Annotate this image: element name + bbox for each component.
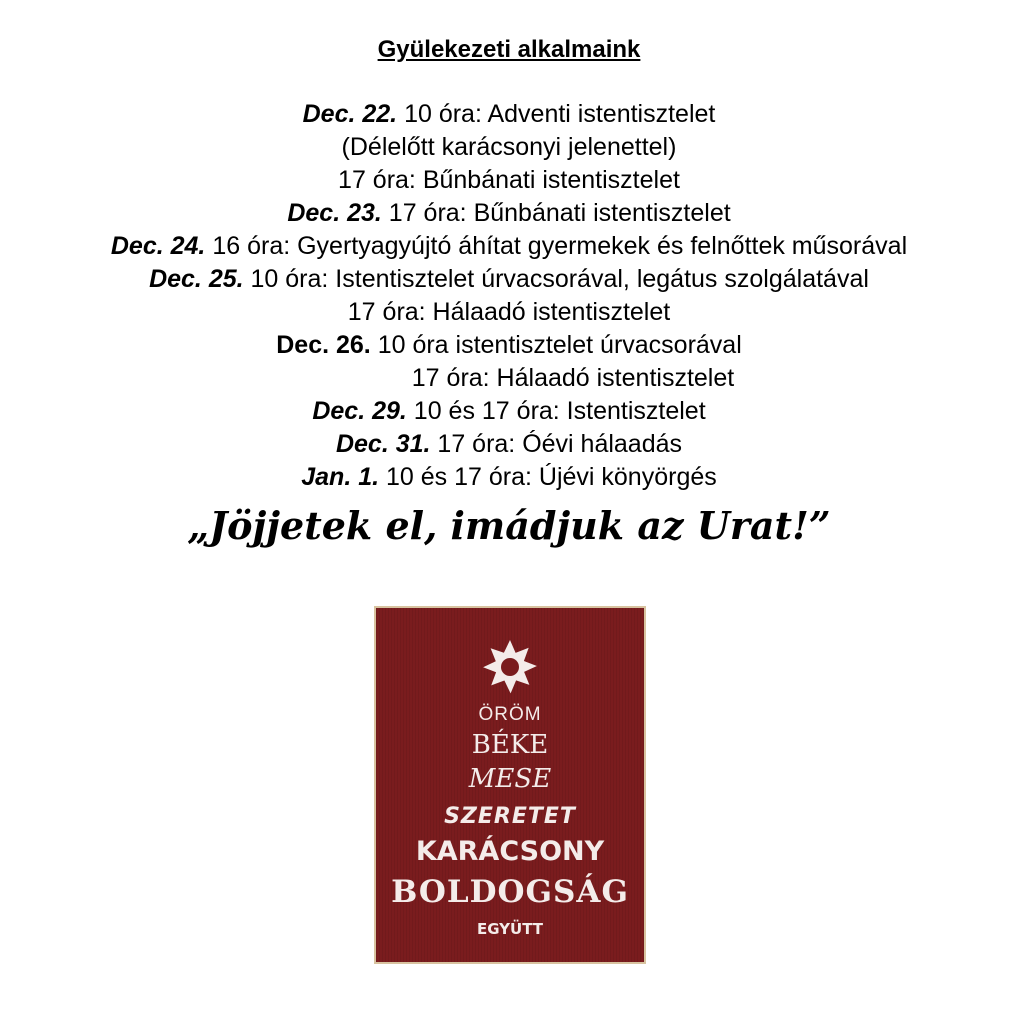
schedule-date: Dec. 29. [312, 397, 407, 425]
schedule-line [0, 329, 1018, 362]
schedule-date: Dec. 31. [335, 430, 431, 458]
schedule-text: 17 óra: Hálaadó istentisztelet [411, 364, 735, 392]
schedule-date: Dec. 26. [276, 331, 371, 359]
schedule-text: 10 óra istentisztelet úrvacsorával [370, 331, 742, 359]
schedule-line [0, 263, 1018, 296]
card-word: KARÁCSONY [415, 836, 605, 867]
card-word: MESE [468, 764, 552, 794]
schedule-date: Jan. 1. [301, 463, 380, 491]
card-word: BOLDOGSÁG [391, 874, 629, 910]
schedule-text: 17 óra: Óévi hálaadás [430, 430, 683, 458]
schedule-line [0, 461, 1018, 494]
christmas-card-image [374, 606, 646, 964]
schedule-line [0, 296, 1018, 329]
card-word: EGYÜTT [476, 920, 544, 938]
motto-quote: „Jöjjetek el, imádjuk az Urat!” [187, 503, 831, 548]
schedule-date: Dec. 22. [302, 100, 398, 128]
schedule-line [0, 197, 1018, 230]
schedule-date: Dec. 25. [149, 265, 244, 293]
schedule-text: 16 óra: Gyertyagyújtó áhítat gyermekek és felnőttek műsorával [205, 232, 908, 260]
schedule-line [0, 164, 1018, 197]
schedule-date: Dec. 24. [110, 232, 206, 260]
card-word: SZERETET [444, 804, 576, 829]
schedule-text: 10 és 17 óra: Istentisztelet [406, 397, 706, 425]
schedule-line [0, 428, 1018, 461]
schedule-text: 10 óra: Istentisztelet úrvacsorával, legátus szolgálatával [243, 265, 869, 293]
card-word: ÖRÖM [478, 704, 542, 725]
schedule-line [0, 98, 1018, 131]
schedule-text: 17 óra: Bűnbánati istentisztelet [338, 166, 680, 194]
schedule-text: 17 óra: Bűnbánati istentisztelet [381, 199, 731, 227]
schedule-text: 17 óra: Hálaadó istentisztelet [347, 298, 671, 326]
schedule-text: 10 óra: Adventi istentisztelet [397, 100, 716, 128]
schedule-line [0, 131, 1018, 164]
schedule-text: (Délelőtt karácsonyi jelenettel) [341, 133, 677, 161]
schedule-line [0, 362, 1018, 395]
schedule-line [0, 230, 1018, 263]
card-word: BÉKE [471, 730, 549, 760]
schedule-date: Dec. 23. [287, 199, 382, 227]
schedule-line [0, 395, 1018, 428]
schedule-text: 10 és 17 óra: Újévi könyörgés [379, 463, 717, 491]
page-heading: Gyülekezeti alkalmaink [377, 36, 641, 63]
